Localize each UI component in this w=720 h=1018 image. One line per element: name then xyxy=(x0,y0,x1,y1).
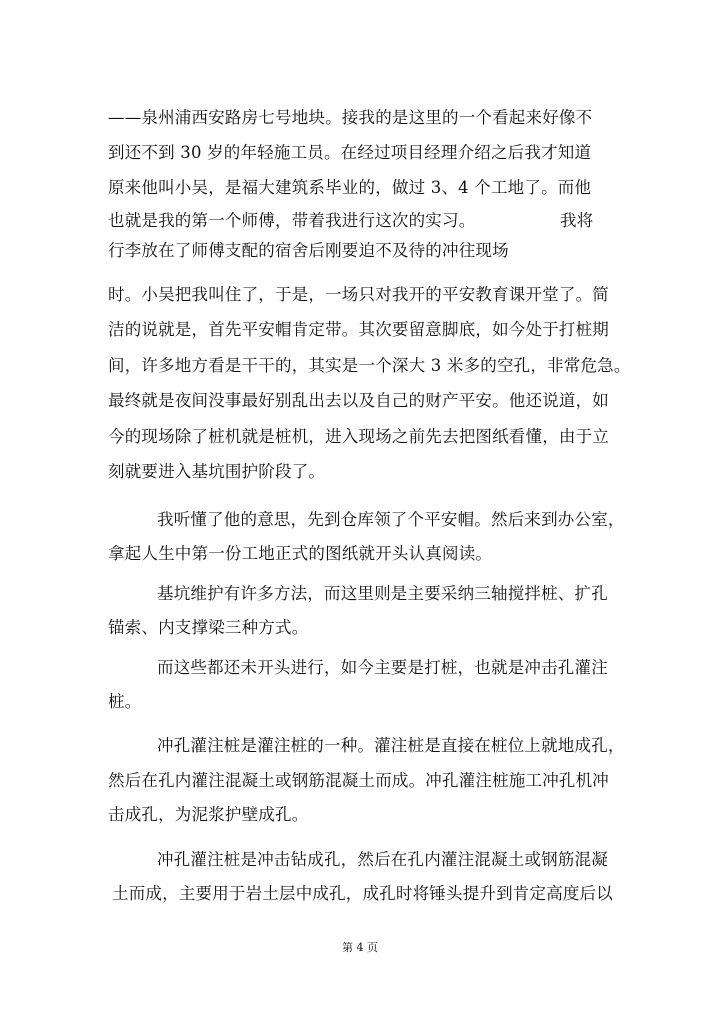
text-line: 最终就是夜间没事最好别乱出去以及自己的财产平安。他还说道，如 xyxy=(108,391,609,410)
text-line: 间，许多地方看是干干的，其实是一个深大 3 米多的空孔，非常危急。 xyxy=(108,356,631,375)
text-line: 原来他叫小吴，是福大建筑系毕业的，做过 3、4 个工地了。而他 xyxy=(108,178,592,197)
text-line: 拿起人生中第一份工地正式的图纸就开头认真阅读。 xyxy=(108,544,493,563)
text-line: ——泉州浦西安路房七号地块。接我的是这里的一个看起来好像不 xyxy=(108,108,593,127)
text-line: 锚索、内支撑梁三种方式。 xyxy=(108,618,309,637)
text-line: 刻就要进入基坑围护阶段了。 xyxy=(108,462,326,481)
page-number: 第 4 页 xyxy=(342,941,378,954)
text-line: 冲孔灌注桩是灌注桩的一种。灌注桩是直接在桩位上就地成孔， xyxy=(157,736,625,755)
text-line: 时。小吴把我叫住了，于是，一场只对我开的平安教育课开堂了。简 xyxy=(108,285,609,304)
text-line: 土而成，主要用于岩土层中成孔，成孔时将锤头提升到肯定高度后以 xyxy=(112,884,613,903)
text-line: 我将 xyxy=(560,211,594,230)
text-line: 也就是我的第一个师傅，带着我进行这次的实习。 xyxy=(108,211,476,230)
text-line: 冲孔灌注桩是冲击钻成孔，然后在孔内灌注混凝土或钢筋混凝 xyxy=(157,850,608,869)
text-line: 击成孔，为泥浆护壁成孔。 xyxy=(108,805,309,824)
text-line: 洁的说就是，首先平安帽肯定带。其次要留意脚底，如今处于打桩期 xyxy=(108,320,609,339)
text-line: 行李放在了师傅支配的宿舍后刚要迫不及待的冲往现场 xyxy=(108,241,509,260)
text-line: 今的现场除了桩机就是桩机，进入现场之前先去把图纸看懂，由于立 xyxy=(108,427,609,446)
text-line: 然后在孔内灌注混凝土或钢筋混凝土而成。冲孔灌注桩施工冲孔机冲 xyxy=(108,771,609,790)
text-line: 桩。 xyxy=(108,692,142,711)
text-line: 而这些都还未开头进行，如今主要是打桩，也就是冲击孔灌注 xyxy=(157,658,608,677)
text-line: 基坑维护有许多方法，而这里则是主要采纳三轴搅拌桩、扩孔 xyxy=(157,584,608,603)
text-line: 到还不到 30 岁的年轻施工员。在经过项目经理介绍之后我才知道 xyxy=(108,143,592,162)
text-line: 我听懂了他的意思，先到仓库领了个平安帽。然后来到办公室， xyxy=(157,510,625,529)
